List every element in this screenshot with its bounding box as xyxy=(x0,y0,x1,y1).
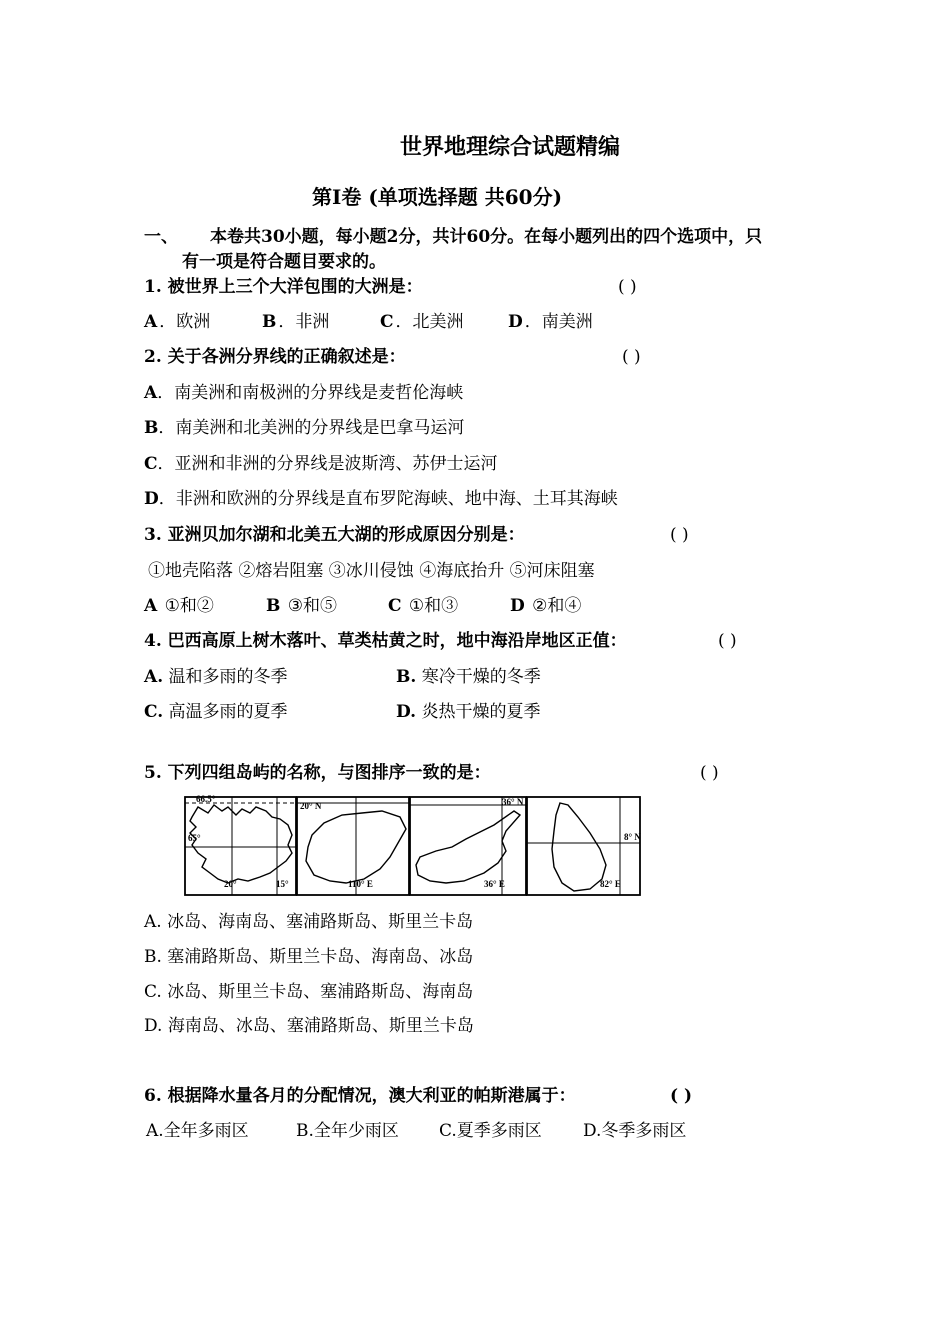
question-6-options xyxy=(146,1120,686,1142)
island-maps-figure xyxy=(184,795,644,899)
map4-lat-label: 8° N xyxy=(624,832,641,842)
option-d[interactable]: D ．南美洲 xyxy=(508,312,593,332)
option-c[interactable]: C.夏季多雨区 xyxy=(439,1121,542,1141)
page-title: 世界地理综合试题精编 xyxy=(400,134,621,160)
question-1-options xyxy=(144,311,593,333)
question-4-stem: 4. 巴西高原上树木落叶、草类枯黄之时，地中海沿岸地区正值： xyxy=(144,631,627,651)
question-5-option-b[interactable]: B. 塞浦路斯岛、斯里兰卡岛、海南岛、冰岛 xyxy=(144,947,474,967)
question-5-stem: 5. 下列四组岛屿的名称，与图排序一致的是： xyxy=(144,763,491,783)
option-d[interactable]: D.冬季多雨区 xyxy=(583,1121,687,1141)
question-6-stem: 6. 根据降水量各月的分配情况，澳大利亚的帕斯港属于： xyxy=(144,1086,576,1106)
option-c[interactable]: C ．北美洲 xyxy=(380,312,464,332)
option-b[interactable]: B ③和⑤ xyxy=(266,596,338,616)
question-4-answer-blank[interactable]: ( ) xyxy=(718,631,737,651)
section-subtitle: 第Ⅰ卷 (单项选择题 共60分) xyxy=(312,185,563,209)
option-a[interactable]: A ①和② xyxy=(144,596,214,616)
option-a[interactable]: A ．欧洲 xyxy=(144,312,211,332)
map1-lat-label: 66.5° xyxy=(196,795,216,804)
option-d[interactable]: D ②和④ xyxy=(510,596,582,616)
question-3-answer-blank[interactable]: ( ) xyxy=(670,525,689,545)
section-instructions-line1: 本卷共30小题，每小题2分，共计60分。在每小题列出的四个选项中，只 xyxy=(210,227,763,247)
question-3-choice-list: ①地壳陷落 ②熔岩阻塞 ③冰川侵蚀 ④海底抬升 ⑤河床阻塞 xyxy=(148,561,595,581)
question-5-option-c[interactable]: C. 冰岛、斯里兰卡岛、塞浦路斯岛、海南岛 xyxy=(144,982,474,1002)
question-4-option-d[interactable]: D. 炎热干燥的夏季 xyxy=(396,702,541,722)
question-5-option-a[interactable]: A. 冰岛、海南岛、塞浦路斯岛、斯里兰卡岛 xyxy=(144,912,474,932)
map1-lon2-label: 15° xyxy=(276,879,289,889)
question-2-stem: 2. 关于各洲分界线的正确叙述是： xyxy=(144,347,406,367)
option-c[interactable]: C ①和③ xyxy=(388,596,459,616)
map2-lat-label: 20° N xyxy=(300,801,322,811)
map1-lon-label: 20° xyxy=(224,879,237,889)
question-4-option-b[interactable]: B. 寒冷干燥的冬季 xyxy=(396,667,541,687)
question-2-answer-blank[interactable]: ( ) xyxy=(622,347,641,367)
map1-lat2-label: 65° xyxy=(188,833,201,843)
question-3-stem: 3. 亚洲贝加尔湖和北美五大湖的形成原因分别是： xyxy=(144,525,525,545)
map3-lat-label: 36° N xyxy=(502,797,524,807)
option-b[interactable]: B.全年少雨区 xyxy=(296,1121,399,1141)
option-a[interactable]: A.全年多雨区 xyxy=(146,1121,249,1141)
question-3-options xyxy=(144,595,581,617)
option-b[interactable]: B ．非洲 xyxy=(262,312,330,332)
map2-lon-label: 110° E xyxy=(348,879,373,889)
question-4-option-a[interactable]: A. 温和多雨的冬季 xyxy=(144,667,288,687)
question-4-option-c[interactable]: C. 高温多雨的夏季 xyxy=(144,702,288,722)
question-6-answer-blank[interactable]: ( ) xyxy=(670,1086,693,1106)
map4-lon-label: 82° E xyxy=(600,879,621,889)
map3-lon-label: 36° E xyxy=(484,879,505,889)
section-instructions-line2: 有一项是符合题目要求的。 xyxy=(182,252,386,272)
question-1-stem: 1. 被世界上三个大洋包围的大洲是： xyxy=(144,277,423,297)
question-5-option-d[interactable]: D. 海南岛、冰岛、塞浦路斯岛、斯里兰卡岛 xyxy=(144,1016,474,1036)
question-1-answer-blank[interactable]: ( ) xyxy=(618,277,637,297)
question-2-option-a[interactable]: A．南美洲和南极洲的分界线是麦哲伦海峡 xyxy=(144,383,464,403)
map-cyprus xyxy=(410,797,526,895)
question-5-answer-blank[interactable]: ( ) xyxy=(700,763,719,783)
question-2-option-b[interactable]: B．南美洲和北美洲的分界线是巴拿马运河 xyxy=(144,418,465,438)
question-2-option-c[interactable]: C．亚洲和非洲的分界线是波斯湾、苏伊士运河 xyxy=(144,454,498,474)
section-number: 一、 xyxy=(144,227,178,247)
map-sri-lanka xyxy=(527,797,640,895)
question-2-option-d[interactable]: D．非洲和欧洲的分界线是直布罗陀海峡、地中海、土耳其海峡 xyxy=(144,489,618,509)
